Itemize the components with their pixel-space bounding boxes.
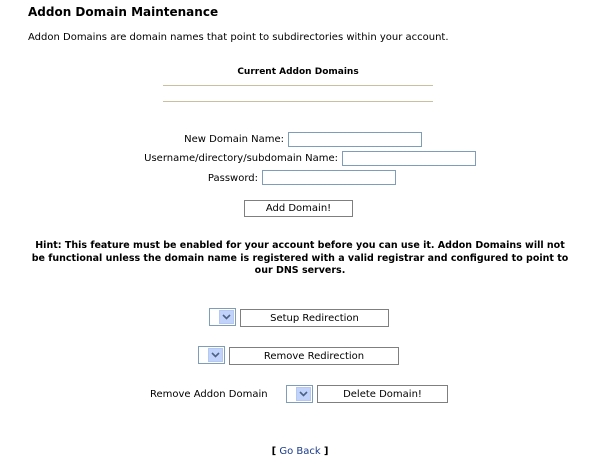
bracket-close: ]	[323, 446, 329, 457]
password-input[interactable]	[262, 170, 396, 185]
go-back-nav	[0, 446, 600, 457]
go-back-link[interactable]: Go Back	[279, 446, 321, 457]
chevron-down-icon	[208, 348, 223, 362]
setup-redirection-button[interactable]: Setup Redirection	[240, 309, 389, 327]
hint-text: Hint: This feature must be enabled for your account before you can use it. Addon Domains will not be functional unless the domain name is registered with a valid registrar and configured to point to our DNS servers.	[31, 240, 569, 276]
bracket-open: [	[271, 446, 277, 457]
divider-top	[163, 85, 433, 87]
remove-addon-domain-label: Remove Addon Domain	[150, 389, 268, 400]
username-input[interactable]	[342, 151, 476, 166]
new-domain-label: New Domain Name:	[184, 134, 284, 145]
setup-redirection-select[interactable]	[209, 308, 236, 326]
username-label: Username/directory/subdomain Name:	[144, 153, 338, 164]
page-description: Addon Domains are domain names that point to subdirectories within your account.	[28, 32, 449, 43]
remove-redirection-select[interactable]	[198, 346, 225, 364]
delete-domain-button[interactable]: Delete Domain!	[317, 385, 448, 403]
page-title: Addon Domain Maintenance	[28, 5, 219, 19]
new-domain-input[interactable]	[288, 132, 422, 147]
current-addon-domains-heading: Current Addon Domains	[237, 67, 359, 77]
remove-addon-domain-select[interactable]	[286, 385, 313, 403]
chevron-down-icon	[219, 310, 234, 324]
divider-bottom	[163, 101, 433, 103]
add-domain-button[interactable]: Add Domain!	[244, 200, 353, 217]
remove-redirection-button[interactable]: Remove Redirection	[229, 347, 399, 365]
password-label: Password:	[207, 173, 258, 184]
chevron-down-icon	[296, 387, 311, 401]
